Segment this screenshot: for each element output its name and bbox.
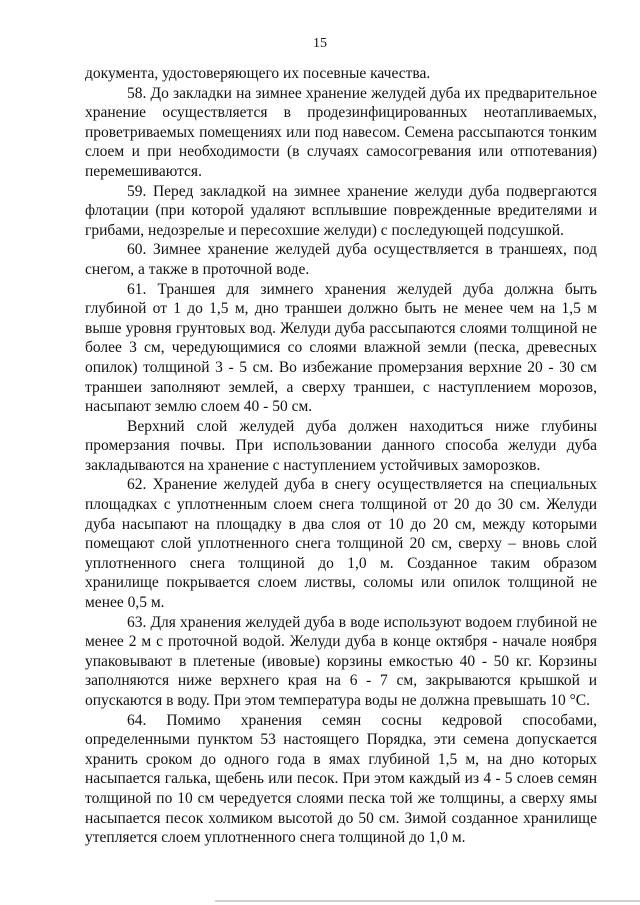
paragraph-62: 62. Хранение желудей дуба в снегу осуществляется на специальных площадках с уплотненным слоем снега толщиной от 20 до 30 см. Желуди дуба насыпают на площадку в два слоя от 10 до 20 см, между которыми помещают слой уплотненного снега толщиной 20 см, сверху – вновь слой уплотненного снега толщиной до 1,0 м. Созданное таким образом хранилище покрывается слоем листвы, соломы или опилок толщиной не менее 0,5 м.: [85, 476, 597, 612]
paragraph-61-note: Верхний слой желудей дуба должен находиться ниже глубины промерзания почвы. При использовании данного способа желуди дуба закладываются на хранение с наступлением устойчивых заморозков.: [85, 417, 597, 474]
paragraph-61: 61. Траншея для зимнего хранения желудей дуба должна быть глубиной от 1 до 1,5 м, дно траншеи должно быть не менее чем на 1,5 м выше уровня грунтовых вод. Желуди дуба рассыпаются слоями толщиной не более 3 см, чередующимися со слоями влажной земли (песка, древесных опилок) толщиной 3 - 5 см. Во избежание промерзания верхние 20 - 30 см траншеи заполняют землей, а сверху траншеи, с наступлением морозов, насыпают землю слоем 40 - 50 см.: [85, 280, 597, 416]
paragraph-58: 58. До закладки на зимнее хранение желудей дуба их предварительное хранение осуществляется в продезинфицированных неотапливаемых, проветриваемых помещениях или под навесом. Семена рассыпаются тонким слоем и при необходимости (в случаях самосогревания или отпотевания) перемешиваются.: [85, 84, 597, 180]
page-number: 15: [313, 36, 327, 51]
paragraph-63: 63. Для хранения желудей дуба в воде используют водоем глубиной не менее 2 м с проточной водой. Желуди дуба в конце октября - начале ноября упаковывают в плетеные (ивовые) корзины емкостью 40 - 50 кг. Корзины заполняются ниже верхнего края на 6 - 7 см, закрываются крышкой и опускаются в воду. При этом температура воды не должна превышать 10 °С.: [85, 613, 597, 709]
paragraph-continuation: документа, удостоверяющего их посевные качества.: [85, 65, 431, 82]
scan-edge-divider: [215, 900, 640, 902]
paragraph-64: 64. Помимо хранения семян сосны кедровой способами, определенными пунктом 53 настоящего Порядка, эти семена допускается хранить сроком до одного года в ямах глубиной 1,5 м, на дно которых насыпается галька, щебень или песок. При этом каждый из 4 - 5 слоев семян толщиной по 10 см чередуется слоями песка той же толщины, а сверху ямы насыпается песок холмиком высотой до 50 см. Зимой созданное хранилище утепляется слоем уплотненного снега толщиной до 1,0 м.: [85, 711, 597, 847]
document-body: [85, 64, 597, 848]
paragraph-60: 60. Зимнее хранение желудей дуба осуществляется в траншеях, под снегом, а также в проточной воде.: [85, 241, 597, 278]
paragraph-59: 59. Перед закладкой на зимнее хранение желуди дуба подвергаются флотации (при которой удаляют всплывшие поврежденные вредителями и грибами, недозрелые и пересохшие желуди) с последующей подсушкой.: [85, 182, 597, 239]
